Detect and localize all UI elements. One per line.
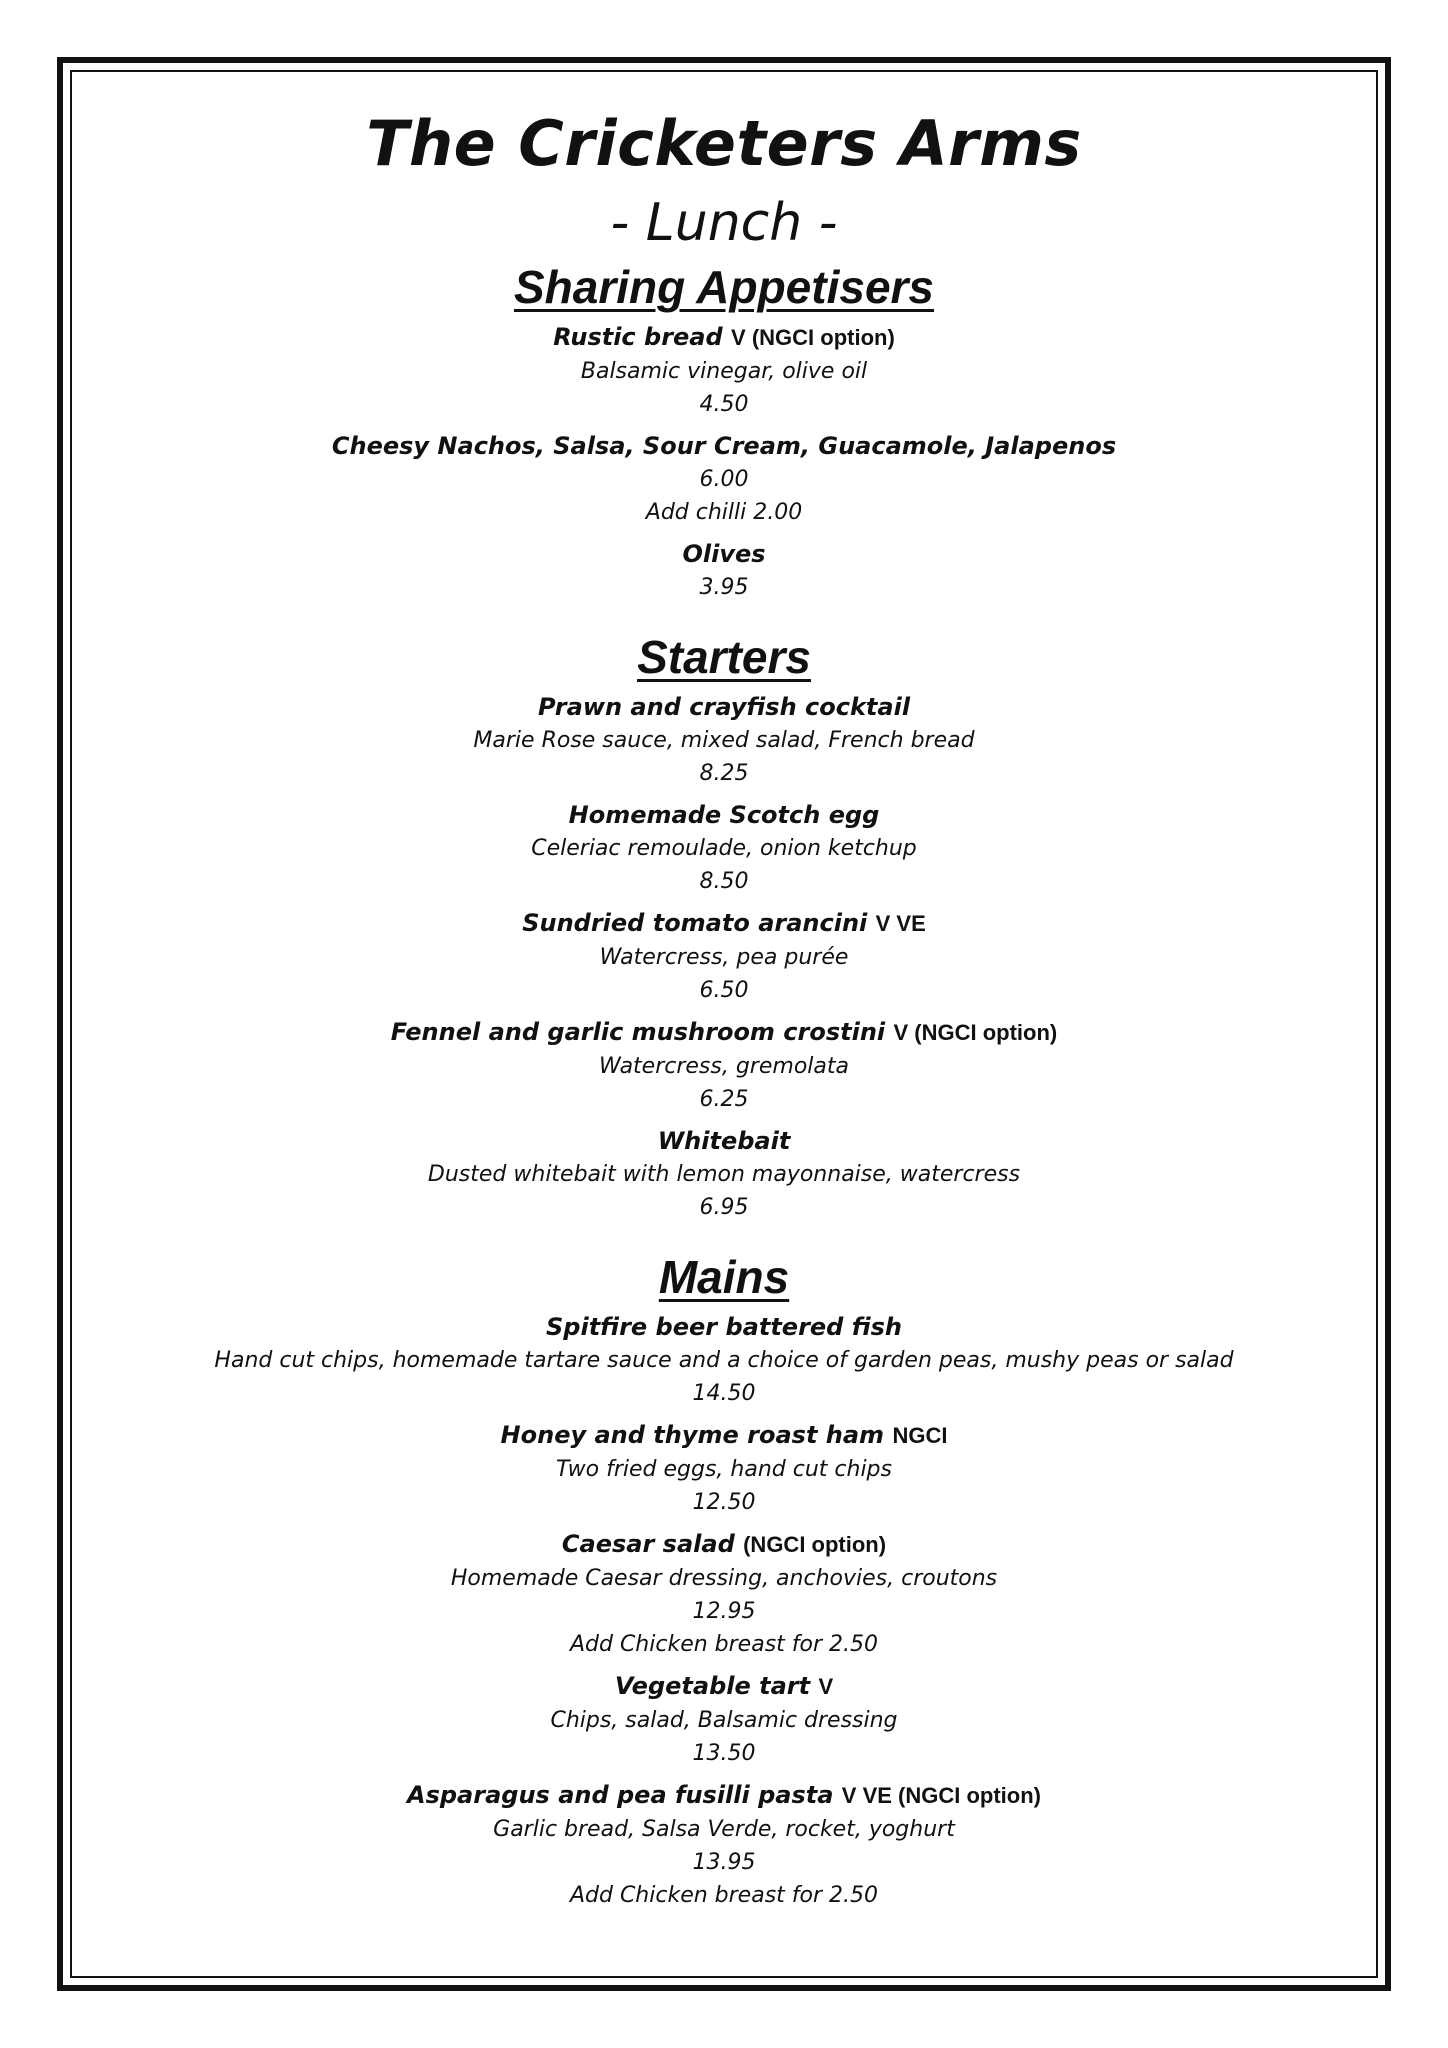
menu-item: [72, 1527, 1376, 1661]
menu-item-name: Rustic bread: [553, 323, 723, 351]
menu-item-line: 3.95: [699, 575, 749, 600]
menu-item: [72, 906, 1376, 1007]
menu-item: [72, 1310, 1376, 1410]
menu-item: [72, 429, 1376, 529]
menu-item-line: Watercress, gremolata: [599, 1054, 849, 1079]
menu-item-title: [72, 1778, 1376, 1813]
menu-item-name: Vegetable tart: [614, 1672, 811, 1700]
menu-item: [72, 320, 1376, 421]
menu-item-line: 6.50: [699, 978, 749, 1003]
menu-item-title: [72, 1669, 1376, 1704]
menu-item-line: Marie Rose sauce, mixed salad, French bread: [473, 728, 975, 753]
menu-item-name: Prawn and crayfish cocktail: [537, 693, 911, 721]
menu-item-line: Dusted whitebait with lemon mayonnaise, watercress: [427, 1162, 1021, 1187]
menu-item-line: 6.95: [699, 1195, 749, 1220]
section-heading: Sharing Appetisers: [513, 261, 935, 313]
dietary-tag: V: [818, 1674, 834, 1699]
menu-item-name: Sundried tomato arancini: [522, 909, 868, 937]
menu-item-title: [72, 1124, 1376, 1158]
menu-item-line: 4.50: [699, 392, 749, 417]
menu-item-name: Fennel and garlic mushroom crostini: [390, 1018, 886, 1046]
menu-item-name: Whitebait: [657, 1127, 791, 1155]
menu-item-name: Honey and thyme roast ham: [500, 1421, 885, 1449]
menu-item-title: [72, 429, 1376, 463]
restaurant-title: The Cricketers Arms: [366, 107, 1082, 180]
menu-item-line: 12.50: [692, 1490, 756, 1515]
menu-item: [72, 1124, 1376, 1224]
menu-item-line: Watercress, pea purée: [599, 945, 849, 970]
menu-item: [72, 1015, 1376, 1116]
menu-item-title: [72, 690, 1376, 724]
section-heading: Mains: [658, 1251, 790, 1303]
section-heading: Starters: [637, 631, 811, 683]
menu-item: [72, 1418, 1376, 1519]
dietary-tag: V VE (NGCI option): [841, 1783, 1041, 1808]
menu-sections: [72, 258, 1376, 1912]
menu-item-name: Asparagus and pea fusilli pasta: [407, 1781, 834, 1809]
menu-section: [72, 628, 1376, 1224]
menu-item-title: [72, 537, 1376, 571]
dietary-tag: V VE: [875, 911, 926, 936]
menu-item-name: Spitfire beer battered fish: [546, 1313, 902, 1341]
menu-item-line: 13.50: [692, 1741, 756, 1766]
menu-item-title: [72, 320, 1376, 355]
menu-content: [72, 104, 1376, 1912]
menu-item: [72, 690, 1376, 790]
menu-item-line: Two fried eggs, hand cut chips: [556, 1457, 892, 1482]
menu-item-line: Garlic bread, Salsa Verde, rocket, yoghurt: [493, 1817, 955, 1842]
dietary-tag: V (NGCI option): [893, 1020, 1058, 1045]
menu-item-line: Add chilli 2.00: [645, 500, 803, 525]
menu-item: [72, 1778, 1376, 1912]
menu-item-title: [72, 1418, 1376, 1453]
menu-item-line: 6.25: [699, 1087, 749, 1112]
dietary-tag: NGCI: [892, 1423, 948, 1448]
menu-item-name: Caesar salad: [561, 1530, 735, 1558]
menu-section: [72, 258, 1376, 604]
menu-item-line: 8.25: [699, 761, 749, 786]
menu-item-line: 14.50: [692, 1381, 756, 1406]
dietary-tag: (NGCI option): [743, 1532, 887, 1557]
menu-item-title: [72, 906, 1376, 941]
menu-item-name: Homemade Scotch egg: [568, 801, 880, 829]
menu-subtitle: - Lunch -: [610, 193, 838, 253]
menu-item-line: Hand cut chips, homemade tartare sauce and a choice of garden peas, mushy peas or salad: [214, 1348, 1234, 1373]
menu-item-line: Balsamic vinegar, olive oil: [580, 359, 868, 384]
menu-item-name: Cheesy Nachos, Salsa, Sour Cream, Guacamole, Jalapenos: [331, 432, 1117, 460]
menu-section: [72, 1248, 1376, 1912]
menu-item-title: [72, 1310, 1376, 1344]
menu-item-line: 8.50: [699, 869, 749, 894]
menu-item-title: [72, 798, 1376, 832]
menu-item: [72, 537, 1376, 604]
menu-item-line: Add Chicken breast for 2.50: [569, 1632, 879, 1657]
menu-item-line: 6.00: [699, 467, 749, 492]
menu-item-title: [72, 1015, 1376, 1050]
menu-item-line: 12.95: [692, 1599, 756, 1624]
menu-item-line: Chips, salad, Balsamic dressing: [550, 1708, 898, 1733]
menu-item-title: [72, 1527, 1376, 1562]
dietary-tag: V (NGCI option): [731, 325, 895, 350]
menu-item-line: 13.95: [692, 1850, 756, 1875]
menu-item: [72, 798, 1376, 898]
menu-item-line: Add Chicken breast for 2.50: [569, 1883, 879, 1908]
menu-item-line: Celeriac remoulade, onion ketchup: [531, 836, 917, 861]
menu-item-line: Homemade Caesar dressing, anchovies, croutons: [450, 1566, 998, 1591]
menu-item: [72, 1669, 1376, 1770]
menu-item-name: Olives: [682, 540, 766, 568]
